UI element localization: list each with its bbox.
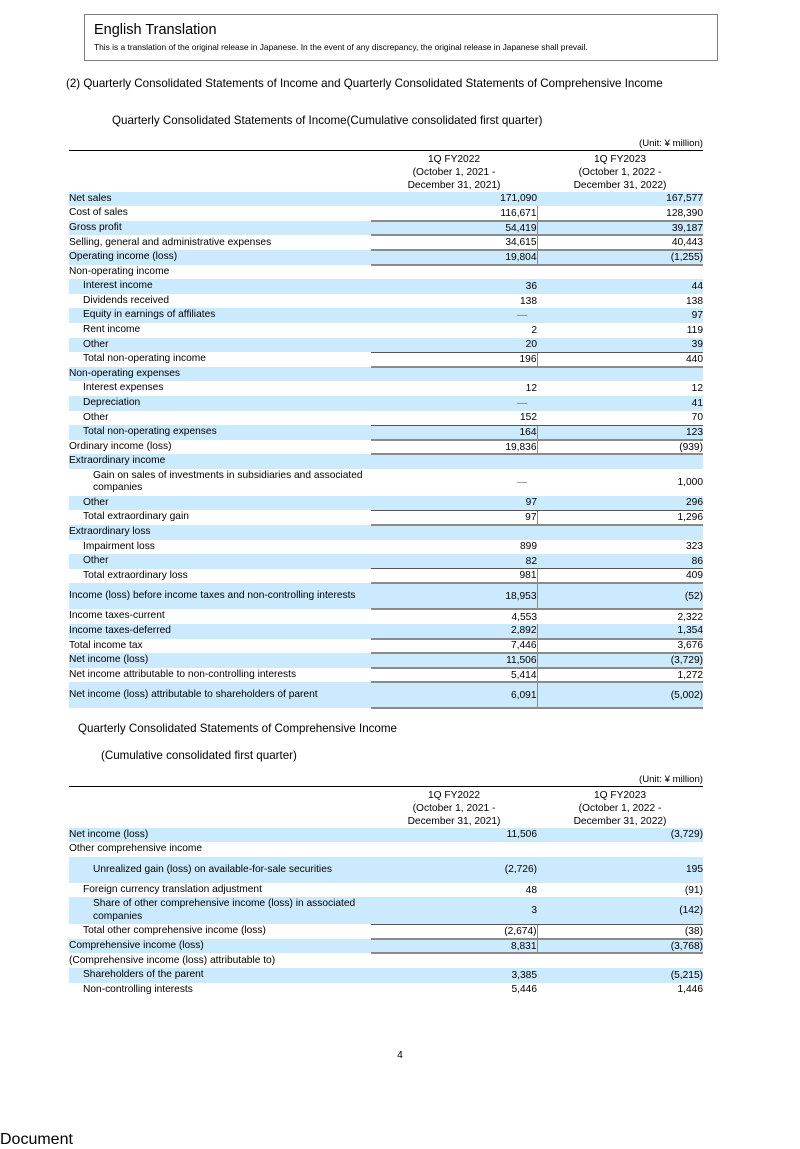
row-value-col2: 195	[537, 857, 703, 883]
row-label: Cost of sales	[69, 207, 128, 219]
row-value-col1	[371, 454, 537, 469]
table2-col2-line3: December 31, 2022)	[573, 815, 667, 827]
table2-col2-line1: 1Q FY2023	[593, 789, 647, 801]
row-value-col1	[371, 842, 537, 857]
row-label: Selling, general and administrative expenses	[69, 236, 272, 248]
table-row	[69, 221, 703, 236]
row-value-col1: 19,804	[371, 250, 537, 265]
table2-col0-header	[69, 789, 371, 828]
row-value-col2: (52)	[537, 583, 703, 609]
row-value-col2: (38)	[537, 924, 703, 939]
row-value-col2: 323	[686, 541, 703, 553]
row-label: Extraordinary income	[69, 454, 371, 469]
table-row	[69, 323, 703, 338]
table1-col2-line1: 1Q FY2023	[593, 153, 647, 165]
row-value-col1: 6,091	[371, 682, 537, 708]
row-label: Other	[69, 338, 371, 353]
table-row	[69, 338, 703, 353]
table2-title: Quarterly Consolidated Statements of Comprehensive Income	[78, 722, 397, 735]
row-value-col2	[537, 842, 703, 857]
row-value-col2: (1,255)	[537, 250, 703, 265]
row-value-col1: 4,553	[511, 611, 537, 623]
row-value-col2: 1,272	[537, 668, 703, 683]
table2-body	[69, 828, 703, 998]
table-row	[69, 653, 703, 668]
table-row	[69, 525, 703, 540]
row-value-col1: —	[516, 476, 527, 488]
row-value-col2: (3,768)	[537, 939, 703, 954]
row-value-col1: 3,385	[371, 968, 537, 983]
notice-title: English Translation	[94, 22, 217, 38]
row-value-col2: 1,354	[537, 624, 703, 639]
row-value-col2: (3,729)	[537, 828, 703, 843]
row-value-col2: 409	[537, 569, 703, 584]
row-value-col2: 12	[691, 383, 703, 395]
table-row	[69, 440, 703, 455]
row-value-col2: (91)	[684, 884, 703, 896]
row-label: Comprehensive income (loss)	[69, 939, 371, 954]
table1-col1-line2: (October 1, 2021 -	[412, 166, 496, 178]
row-label: Total extraordinary loss	[83, 569, 188, 581]
table-row	[69, 609, 703, 624]
table-row	[69, 968, 703, 983]
row-value-col2: 123	[537, 425, 703, 440]
table-row	[69, 510, 703, 525]
notice-subtitle: This is a translation of the original release in Japanese. In the event of any discrepancy, the original release in Japanese shall prevail.	[94, 42, 588, 53]
row-label: Other	[83, 411, 109, 423]
row-value-col1: 18,953	[371, 583, 537, 609]
comprehensive-income-table-wrap	[69, 722, 703, 997]
row-label: Shareholders of the parent	[69, 968, 371, 983]
table-row	[69, 279, 703, 294]
table-row	[69, 953, 703, 968]
income-statement-table	[69, 150, 703, 709]
row-label: Net income attributable to non-controlling interests	[69, 668, 297, 680]
row-value-col2: 39,187	[537, 221, 703, 236]
table2-col2-line2: (October 1, 2022 -	[578, 802, 662, 814]
table1-unit-label: (Unit: ¥ million)	[639, 138, 703, 149]
section-heading: (2) Quarterly Consolidated Statements of Income and Quarterly Consolidated Statements of Comprehensive Income	[66, 77, 663, 90]
row-label: Equity in earnings of affiliates	[69, 308, 371, 323]
row-value-col2: 2,322	[677, 611, 703, 623]
table-row	[69, 983, 703, 998]
row-label: Ordinary income (loss)	[69, 440, 172, 452]
table2-unit-label: (Unit: ¥ million)	[639, 774, 703, 785]
row-value-col2: 40,443	[537, 235, 703, 250]
row-value-col2: 1,000	[677, 476, 703, 488]
row-value-col1: 20	[371, 338, 537, 353]
table1-col2-header	[537, 153, 703, 192]
row-value-col1: 11,506	[371, 653, 537, 668]
row-value-col1: 12	[525, 383, 537, 395]
row-label: Rent income	[83, 324, 141, 336]
table1-col2-line2: (October 1, 2022 -	[578, 166, 662, 178]
row-value-col1: —	[371, 308, 537, 323]
table1-head	[69, 151, 703, 192]
table2-col2-header	[537, 789, 703, 828]
row-value-col1: 54,419	[371, 221, 537, 236]
table-row	[69, 308, 703, 323]
row-label: Total income tax	[69, 639, 143, 651]
row-label: Gross profit	[69, 221, 371, 236]
row-value-col2: 1,296	[537, 510, 703, 525]
table-row	[69, 682, 703, 708]
row-value-col2	[537, 265, 703, 280]
row-label: Foreign currency translation adjustment	[83, 883, 262, 895]
row-value-col1: 5,446	[511, 984, 537, 996]
row-value-col1	[371, 367, 537, 382]
row-label: Income (loss) before income taxes and non-controlling interests	[69, 583, 371, 609]
row-value-col1: 152	[520, 412, 537, 424]
table-row	[69, 496, 703, 511]
row-value-col1: (2,726)	[371, 857, 537, 883]
table-row	[69, 569, 703, 584]
table2-head	[69, 787, 703, 828]
row-value-col1: 981	[371, 569, 537, 584]
table2-subtitle: (Cumulative consolidated first quarter)	[101, 749, 297, 762]
row-label: Depreciation	[69, 396, 371, 411]
row-value-col2: 296	[537, 496, 703, 511]
row-label: Total extraordinary gain	[83, 511, 189, 523]
row-value-col1: 97	[371, 510, 537, 525]
table-row	[69, 639, 703, 654]
row-label: Total non-operating income	[83, 353, 206, 365]
table1-col0-header	[69, 153, 371, 192]
row-value-col1: 36	[371, 279, 537, 294]
row-value-col2: 39	[537, 338, 703, 353]
row-value-col1: 116,671	[371, 206, 537, 221]
row-value-col2: 128,390	[537, 206, 703, 221]
row-label: Income taxes-current	[69, 610, 165, 622]
row-value-col1: (2,674)	[371, 924, 537, 939]
row-label: Share of other comprehensive income (loss) in associated companies	[69, 897, 371, 924]
row-value-col2: 1,446	[677, 984, 703, 996]
row-value-col1: 5,414	[371, 668, 537, 683]
row-value-col1	[371, 265, 537, 280]
table2-col1-line2: (October 1, 2021 -	[412, 802, 496, 814]
row-label: Operating income (loss)	[69, 250, 371, 265]
table-row	[69, 583, 703, 609]
table2-col1-line3: December 31, 2021)	[407, 815, 501, 827]
comprehensive-income-table	[69, 786, 703, 997]
table-row	[69, 352, 703, 367]
row-value-col1: 164	[371, 425, 537, 440]
table-row	[69, 668, 703, 683]
row-value-col2: 440	[537, 352, 703, 367]
table1-header-row	[69, 153, 703, 192]
table-row	[69, 411, 703, 426]
table2-col1-line1: 1Q FY2022	[427, 789, 481, 801]
row-value-col2	[537, 525, 703, 540]
row-value-col1: 34,615	[371, 235, 537, 250]
row-value-col1: 97	[371, 496, 537, 511]
table1-col2-line3: December 31, 2022)	[573, 179, 667, 191]
row-value-col2: 41	[537, 396, 703, 411]
english-translation-notice	[84, 14, 718, 61]
table-row	[69, 469, 703, 496]
row-value-col1: 2,892	[371, 624, 537, 639]
row-label: Net income (loss)	[69, 828, 371, 843]
table-row	[69, 381, 703, 396]
row-value-col1: 7,446	[371, 639, 537, 654]
row-label: Other comprehensive income	[69, 843, 203, 855]
table-row	[69, 454, 703, 469]
row-label: Non-controlling interests	[83, 983, 193, 995]
row-label: Other	[69, 496, 371, 511]
table-row	[69, 206, 703, 221]
table1-col1-line3: December 31, 2021)	[407, 179, 501, 191]
table-row	[69, 939, 703, 954]
table-row	[69, 828, 703, 843]
row-value-col1: 3	[371, 897, 537, 924]
row-value-col1: 196	[371, 352, 537, 367]
row-value-col2: 119	[686, 324, 703, 336]
table-row	[69, 897, 703, 924]
row-value-col1: 11,506	[371, 828, 537, 843]
table-row	[69, 857, 703, 883]
row-value-col2: (3,729)	[537, 653, 703, 668]
row-value-col1	[371, 953, 537, 968]
row-label: Other	[69, 554, 371, 569]
table-row	[69, 265, 703, 280]
row-label: Dividends received	[83, 294, 170, 306]
table1-col1-header	[371, 153, 537, 192]
row-value-col2: 138	[686, 295, 703, 307]
row-label: Total non-operating expenses	[69, 425, 371, 440]
row-value-col1: 138	[520, 295, 537, 307]
row-label: Total other comprehensive income (loss)	[83, 925, 266, 937]
row-label: Non-operating income	[69, 265, 170, 277]
table1-body	[69, 192, 703, 709]
row-value-col1: 2	[531, 324, 537, 336]
table-row	[69, 425, 703, 440]
page-number: 4	[397, 1050, 403, 1061]
row-value-col2: 3,676	[537, 639, 703, 654]
row-value-col2: (939)	[537, 440, 703, 455]
table-row	[69, 540, 703, 555]
row-label: (Comprehensive income (loss) attributable to)	[69, 954, 276, 966]
row-value-col1: 899	[520, 541, 537, 553]
row-label: Extraordinary loss	[69, 525, 371, 540]
table-row	[69, 294, 703, 309]
table-row	[69, 842, 703, 857]
row-label: Unrealized gain (loss) on available-for-sale securities	[69, 857, 371, 883]
row-value-col2: 70	[691, 412, 703, 424]
row-label: Interest expenses	[83, 382, 164, 394]
table-row	[69, 192, 703, 207]
row-label: Gain on sales of investments in subsidiaries and associated companies	[93, 469, 363, 494]
row-value-col2: (5,002)	[537, 682, 703, 708]
row-value-col1: 171,090	[371, 192, 537, 207]
row-value-col2	[537, 953, 703, 968]
row-label: Interest income	[69, 279, 371, 294]
row-value-col1: 19,836	[371, 440, 537, 455]
table-row	[69, 250, 703, 265]
row-value-col1: 8,831	[371, 939, 537, 954]
row-label: Net income (loss) attributable to shareholders of parent	[69, 682, 371, 708]
row-label: Impairment loss	[83, 540, 155, 552]
row-value-col1: —	[371, 396, 537, 411]
table-row	[69, 554, 703, 569]
row-label: Net income (loss)	[69, 653, 371, 668]
row-value-col1: 82	[371, 554, 537, 569]
section-subheading: Quarterly Consolidated Statements of Income(Cumulative consolidated first quarter)	[112, 114, 543, 127]
row-value-col1: 48	[525, 884, 537, 896]
row-value-col1	[371, 525, 537, 540]
row-value-col2: 44	[537, 279, 703, 294]
row-value-col2	[537, 454, 703, 469]
table2-col1-header	[371, 789, 537, 828]
row-value-col2: 167,577	[537, 192, 703, 207]
row-value-col2: (5,215)	[537, 968, 703, 983]
row-label: Income taxes-deferred	[69, 624, 371, 639]
row-value-col2	[537, 367, 703, 382]
table-row	[69, 924, 703, 939]
row-value-col2: 86	[537, 554, 703, 569]
row-value-col2: (142)	[537, 897, 703, 924]
table-row	[69, 396, 703, 411]
table2-header-row	[69, 789, 703, 828]
row-value-col2: 97	[537, 308, 703, 323]
row-label: Non-operating expenses	[69, 367, 371, 382]
table-row	[69, 235, 703, 250]
table-row	[69, 367, 703, 382]
table-row	[69, 883, 703, 898]
table-row	[69, 624, 703, 639]
income-statement-table-wrap	[69, 138, 703, 709]
table1-col1-line1: 1Q FY2022	[427, 153, 481, 165]
row-label: Net sales	[69, 192, 371, 207]
